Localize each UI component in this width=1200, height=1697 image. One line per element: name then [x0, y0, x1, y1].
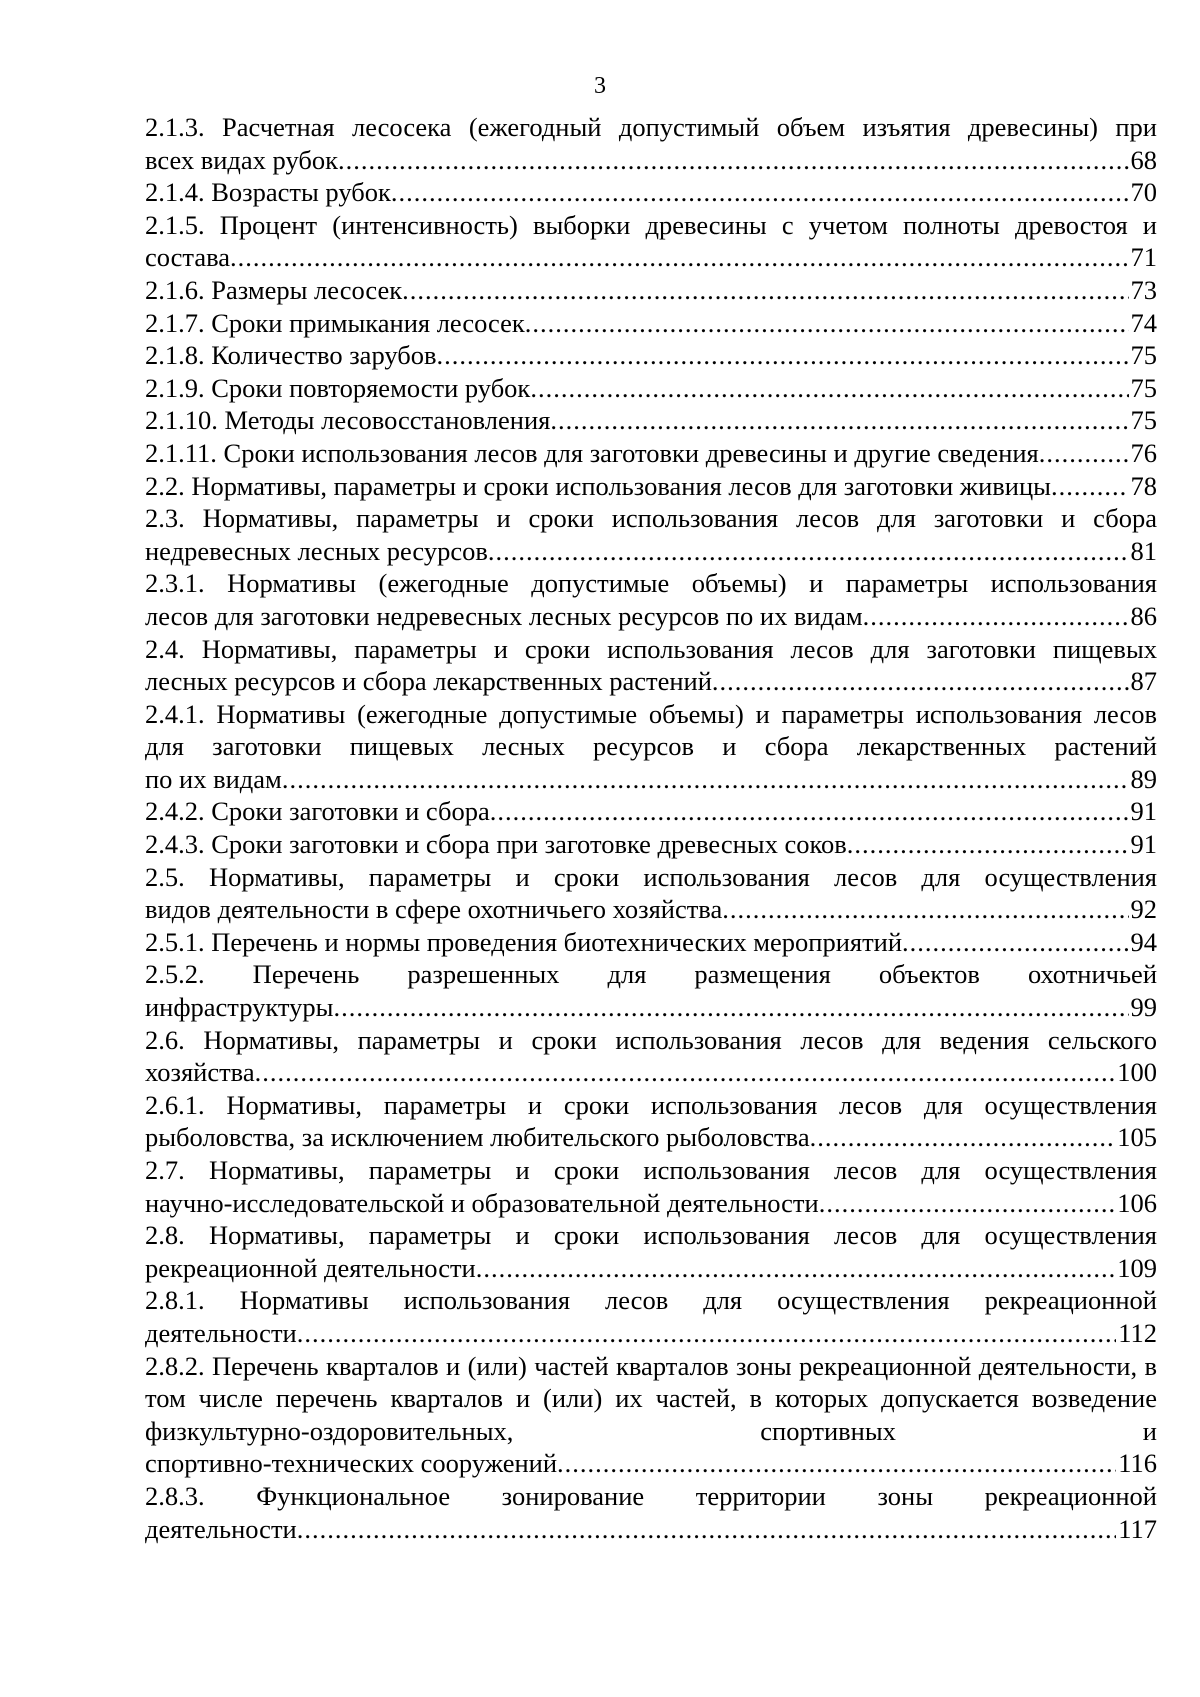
toc-entry-title: 2.5.1. Перечень и нормы проведения биотехнических мероприятий	[145, 926, 903, 957]
toc-page-number: 92	[1130, 894, 1157, 925]
dot-leader	[391, 176, 1129, 209]
dot-leader	[557, 1447, 1116, 1480]
toc-entry-text: 2.7. Нормативы, параметры и сроки использования лесов для осуществления	[145, 1155, 1157, 1185]
toc-entry-text: 2.4. Нормативы, параметры и сроки использования лесов для заготовки пищевых	[145, 633, 1157, 664]
toc-page-number: 89	[1130, 763, 1157, 794]
toc-entry	[145, 274, 1157, 307]
toc-entry	[145, 372, 1157, 405]
toc-entry-text: 2.8.2. Перечень кварталов и (или) частей кварталов зоны рекреационной деятельности, в том числе перечень кварталов и (или) их частей, в которых допускается возведение физкультурно-оздоровительных, спортивных и	[145, 1350, 1157, 1446]
toc-page-number: 117	[1118, 1513, 1157, 1544]
toc-entry-text: 2.3.1. Нормативы (ежегодные допустимые объемы) и параметры использования	[145, 568, 1157, 599]
toc-entry	[145, 470, 1157, 503]
toc-entry-text: 2.5. Нормативы, параметры и сроки использования лесов для осуществления	[145, 861, 1157, 892]
toc-entry	[145, 111, 1157, 176]
toc-entry-title: 2.1.6. Размеры лесосек	[145, 274, 403, 305]
dot-leader	[1039, 437, 1129, 470]
dot-leader	[847, 828, 1129, 861]
toc-entry-text: 2.3. Нормативы, параметры и сроки использования лесов для заготовки и сбора	[145, 503, 1157, 534]
toc-page-number: 75	[1130, 372, 1157, 403]
toc-page-number: 75	[1130, 340, 1157, 371]
dot-leader	[402, 274, 1128, 307]
toc-entry-line	[145, 926, 1157, 959]
toc-entry-line	[145, 828, 1157, 861]
toc-page-number: 68	[1130, 144, 1157, 175]
toc-entry-text: 2.8.3. Функциональное зонирование территории зоны рекреационной	[145, 1480, 1157, 1511]
toc-entry	[145, 567, 1157, 632]
toc-entry	[145, 861, 1157, 926]
dot-leader	[230, 241, 1128, 274]
toc-entry-title: 2.1.10. Методы лесовосстановления	[145, 405, 551, 436]
dot-leader	[476, 1252, 1116, 1285]
toc-entry	[145, 1350, 1157, 1480]
toc-entry-text: 2.8.1. Нормативы использования лесов для осуществления рекреационной	[145, 1285, 1157, 1316]
toc-entry-line	[145, 991, 1157, 1024]
dot-leader	[490, 795, 1129, 828]
toc-entry	[145, 698, 1157, 796]
toc-page-number: 94	[1130, 926, 1157, 957]
dot-leader	[255, 1056, 1116, 1089]
dot-leader	[488, 535, 1129, 568]
toc-entry	[145, 502, 1157, 567]
toc-entry-line	[145, 1447, 1157, 1480]
toc-page-number: 78	[1130, 470, 1157, 501]
dot-leader	[282, 763, 1129, 796]
dot-leader	[530, 372, 1128, 405]
toc-page-number: 105	[1117, 1122, 1157, 1153]
toc-entry-text: 2.6.1. Нормативы, параметры и сроки использования лесов для осуществления	[145, 1089, 1157, 1120]
toc-entry-title: 2.2. Нормативы, параметры и сроки использования лесов для заготовки живицы	[145, 470, 1051, 501]
toc-page-number: 70	[1130, 177, 1157, 208]
toc-page-number: 109	[1117, 1252, 1157, 1283]
toc-page-number: 87	[1130, 666, 1157, 697]
toc-entry-title: рыболовства, за исключением любительского рыболовства	[145, 1122, 810, 1153]
toc-page-number: 106	[1117, 1187, 1157, 1218]
toc-entry	[145, 1284, 1157, 1349]
toc-entry-text: 2.5.2. Перечень разрешенных для размещения объектов охотничьей	[145, 959, 1157, 990]
toc-entry-text: 2.1.3. Расчетная лесосека (ежегодный допустимый объем изъятия древесины) при	[145, 112, 1157, 142]
dot-leader	[902, 926, 1128, 959]
toc-entry-line	[145, 600, 1157, 633]
toc-page-number: 116	[1118, 1448, 1157, 1479]
toc-entry	[145, 176, 1157, 209]
toc-entry-text: 2.1.5. Процент (интенсивность) выборки древесины с учетом полноты древостоя и	[145, 209, 1157, 240]
toc-page-number: 76	[1130, 437, 1157, 468]
toc-entry-title: 2.1.4. Возрасты рубок	[145, 177, 391, 208]
toc-entry-title: хозяйства	[145, 1057, 255, 1088]
toc-entry-text: 2.6. Нормативы, параметры и сроки использования лесов для ведения сельского	[145, 1024, 1157, 1055]
dot-leader	[810, 1121, 1116, 1154]
toc-page-number: 71	[1130, 242, 1157, 273]
toc-entry-line	[145, 665, 1157, 698]
toc-entry-line	[145, 307, 1157, 340]
toc-entry	[145, 404, 1157, 437]
toc-entry	[145, 437, 1157, 470]
toc-entry-title: деятельности	[145, 1317, 297, 1348]
toc-page-number: 112	[1118, 1317, 1157, 1348]
toc-entry-line	[145, 437, 1157, 470]
toc-entry-title: 2.1.8. Количество зарубов	[145, 340, 437, 371]
dot-leader	[297, 1513, 1117, 1546]
toc-entry-text: 2.8. Нормативы, параметры и сроки использования лесов для осуществления	[145, 1220, 1157, 1251]
toc-page-number: 73	[1130, 274, 1157, 305]
dot-leader	[1051, 470, 1129, 503]
toc-page-number: 75	[1130, 405, 1157, 436]
toc-entry-line	[145, 893, 1157, 926]
toc-page-number: 100	[1117, 1057, 1157, 1088]
dot-leader	[863, 600, 1129, 633]
toc-entry-line	[145, 1056, 1157, 1089]
toc-entry-line	[145, 1513, 1157, 1546]
dot-leader	[712, 665, 1129, 698]
toc-entry-line	[145, 274, 1157, 307]
toc-entry-line	[145, 795, 1157, 828]
toc-entry-title: спортивно-технических сооружений	[145, 1448, 558, 1479]
toc-entry	[145, 1089, 1157, 1154]
toc-entry	[145, 795, 1157, 828]
toc-entry-line	[145, 1252, 1157, 1285]
toc-entry-line	[145, 763, 1157, 796]
dot-leader	[297, 1317, 1117, 1350]
page-number: 3	[594, 73, 606, 99]
toc-entry-line	[145, 535, 1157, 568]
toc-page-number: 91	[1130, 796, 1157, 827]
toc-entry-title: видов деятельности в сфере охотничьего хозяйства	[145, 894, 723, 925]
toc-entry-line	[145, 1187, 1157, 1220]
toc-entry-line	[145, 144, 1157, 177]
dot-leader	[333, 991, 1128, 1024]
toc-entry	[145, 307, 1157, 340]
toc-entry-line	[145, 470, 1157, 503]
toc-entry-line	[145, 1317, 1157, 1350]
toc-page-number: 91	[1130, 829, 1157, 860]
toc-entry-title: 2.1.9. Сроки повторяемости рубок	[145, 372, 531, 403]
toc-entry	[145, 1219, 1157, 1284]
toc-entry	[145, 339, 1157, 372]
toc-entry-title: 2.4.2. Сроки заготовки и сбора	[145, 796, 490, 827]
toc-page-number: 74	[1130, 307, 1157, 338]
toc-entry-line	[145, 241, 1157, 274]
toc-entry	[145, 958, 1157, 1023]
toc-entry-title: всех видах рубок	[145, 144, 338, 175]
toc-entry-title: 2.4.3. Сроки заготовки и сбора при заготовке древесных соков	[145, 829, 847, 860]
toc-entry	[145, 1024, 1157, 1089]
toc-entry	[145, 1154, 1157, 1219]
toc-entry-title: лесных ресурсов и сбора лекарственных растений	[145, 666, 712, 697]
toc-page-number: 81	[1130, 535, 1157, 566]
toc-entry-line	[145, 372, 1157, 405]
toc-entry-title: состава	[145, 242, 231, 273]
dot-leader	[338, 144, 1129, 177]
toc-entry-line	[145, 404, 1157, 437]
toc-entry	[145, 828, 1157, 861]
toc-entry-title: деятельности	[145, 1513, 297, 1544]
toc-entry-title: 2.1.11. Сроки использования лесов для заготовки древесины и другие сведения	[145, 437, 1039, 468]
toc-page-number: 86	[1130, 600, 1157, 631]
toc-page-number: 99	[1130, 992, 1157, 1023]
toc-entry	[145, 926, 1157, 959]
dot-leader	[525, 307, 1129, 340]
toc-entry-line	[145, 339, 1157, 372]
toc-entry	[145, 1480, 1157, 1545]
toc-entry-title: научно-исследовательской и образовательной деятельности	[145, 1187, 819, 1218]
toc-entry-title: 2.1.7. Сроки примыкания лесосек	[145, 307, 525, 338]
toc-entry-title: лесов для заготовки недревесных лесных ресурсов по их видам	[145, 600, 863, 631]
toc-entry	[145, 209, 1157, 274]
toc-entry-title: недревесных лесных ресурсов	[145, 535, 488, 566]
toc-entry-title: инфраструктуры	[145, 992, 334, 1023]
toc-entry-text: 2.4.1. Нормативы (ежегодные допустимые объемы) и параметры использования лесов для заготовки пищевых лесных ресурсов и сбора лекарственных растений	[145, 698, 1157, 762]
table-of-contents	[145, 111, 1157, 1545]
dot-leader	[722, 893, 1128, 926]
dot-leader	[819, 1187, 1116, 1220]
toc-entry-line	[145, 1121, 1157, 1154]
toc-entry	[145, 633, 1157, 698]
toc-entry-title: по их видам	[145, 763, 282, 794]
toc-entry-line	[145, 176, 1157, 209]
dot-leader	[550, 404, 1128, 437]
toc-entry-title: рекреационной деятельности	[145, 1252, 476, 1283]
dot-leader	[437, 339, 1129, 372]
